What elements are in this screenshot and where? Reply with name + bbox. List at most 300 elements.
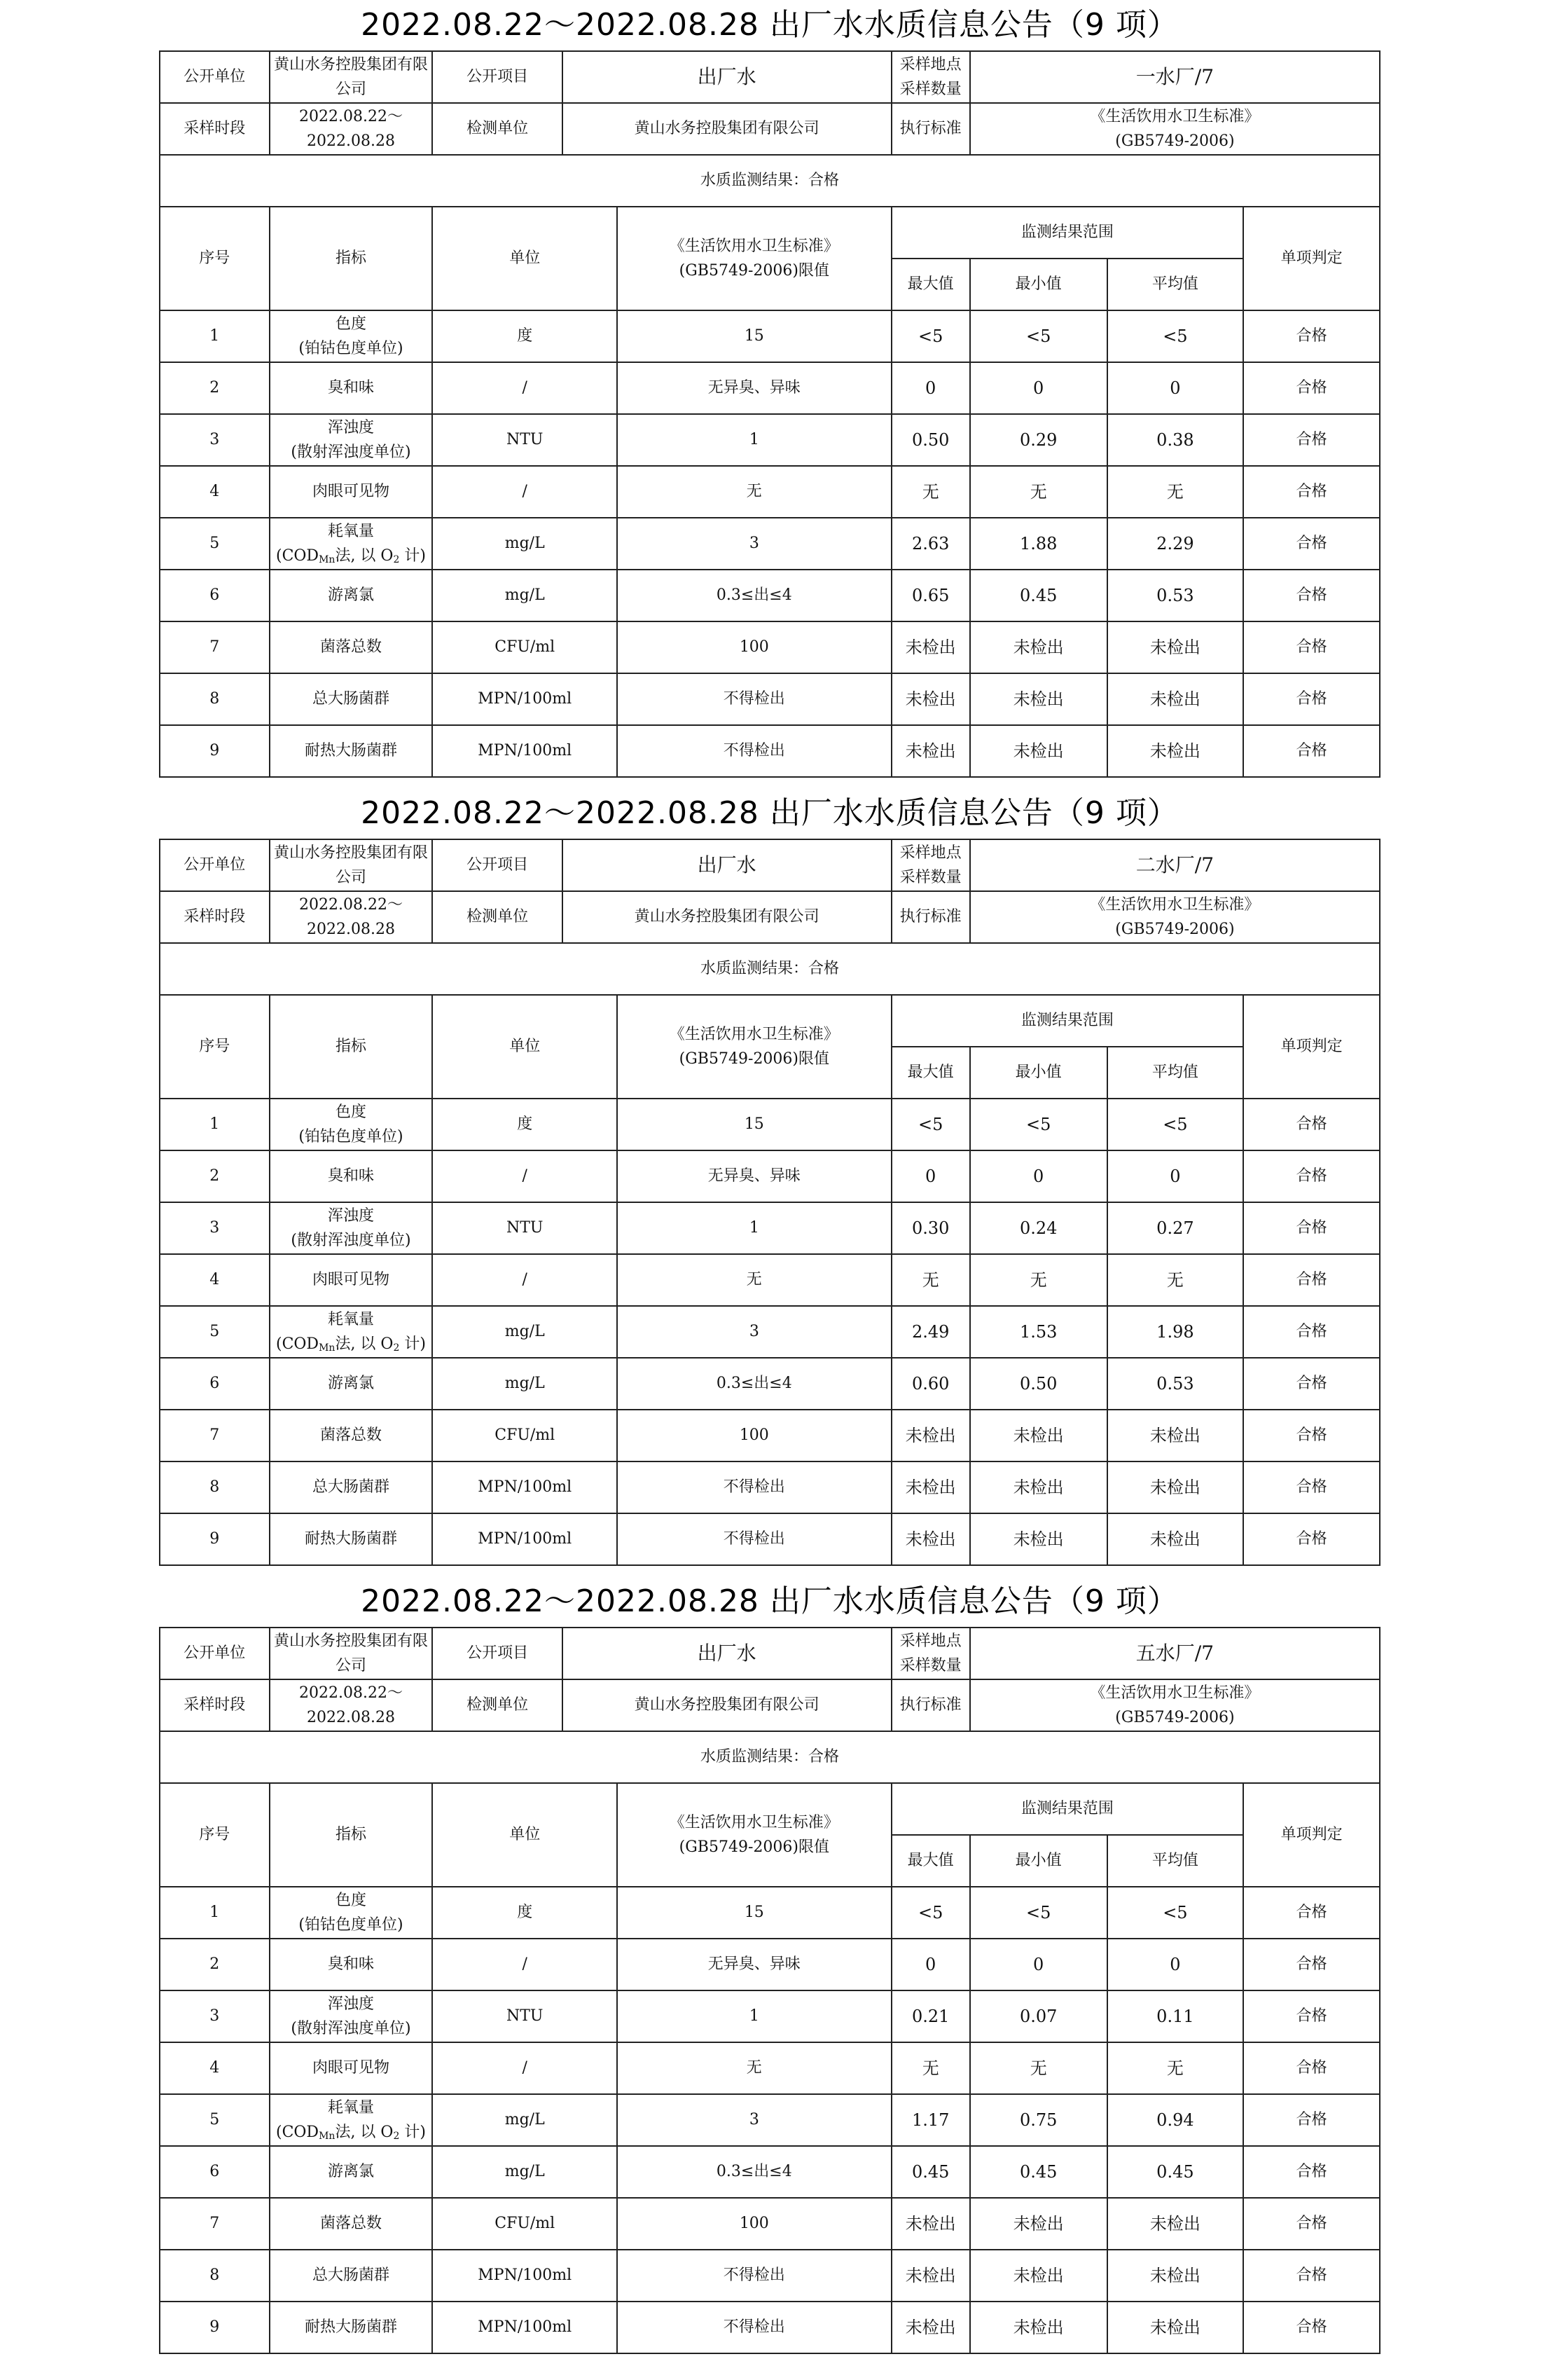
row-limit: 不得检出 <box>617 673 891 725</box>
row-limit: 无 <box>617 1254 891 1306</box>
row-seq: 4 <box>160 1254 270 1306</box>
row-unit: mg/L <box>432 1306 617 1358</box>
row-judge: 合格 <box>1243 1939 1380 1990</box>
row-limit: 15 <box>617 1099 891 1150</box>
table-row <box>160 1254 1380 1306</box>
row-judge: 合格 <box>1243 1150 1380 1202</box>
period-label: 采样时段 <box>160 891 270 943</box>
row-avg: 0.45 <box>1107 2146 1244 2198</box>
header-row-1 <box>160 207 1380 259</box>
row-min: 0 <box>970 1939 1107 1990</box>
table-row <box>160 466 1380 518</box>
row-seq: 3 <box>160 1202 270 1254</box>
row-avg: 0.11 <box>1107 1990 1244 2042</box>
row-min: <5 <box>970 1099 1107 1150</box>
site-value: 五水厂/7 <box>970 1628 1380 1679</box>
row-judge: 合格 <box>1243 2146 1380 2198</box>
table-row <box>160 1306 1380 1358</box>
row-judge: 合格 <box>1243 570 1380 621</box>
header-min: 最小值 <box>970 1835 1107 1887</box>
row-indicator: 浑浊度 (散射浑浊度单位) <box>270 1990 433 2042</box>
header-range: 监测结果范围 <box>892 207 1244 259</box>
row-limit: 无异臭、异味 <box>617 1939 891 1990</box>
row-min: 未检出 <box>970 725 1107 777</box>
row-avg: 未检出 <box>1107 673 1244 725</box>
table-row <box>160 2198 1380 2250</box>
row-indicator: 肉眼可见物 <box>270 1254 433 1306</box>
row-unit: MPN/100ml <box>432 2302 617 2353</box>
site-value: 一水厂/7 <box>970 51 1380 103</box>
row-seq: 1 <box>160 1099 270 1150</box>
row-limit: 不得检出 <box>617 1513 891 1565</box>
row-indicator: 耗氧量 ($COD_{Mn}$法, 以 $O_2$ 计) <box>270 2094 433 2146</box>
row-judge: 合格 <box>1243 1254 1380 1306</box>
row-max: 2.63 <box>892 518 970 570</box>
row-max: 2.49 <box>892 1306 970 1358</box>
table-row <box>160 1939 1380 1990</box>
row-min: 0.24 <box>970 1202 1107 1254</box>
row-unit: / <box>432 1150 617 1202</box>
row-seq: 3 <box>160 414 270 466</box>
row-judge: 合格 <box>1243 2250 1380 2302</box>
header-seq: 序号 <box>160 1783 270 1887</box>
public-unit-label: 公开单位 <box>160 1628 270 1679</box>
row-seq: 9 <box>160 725 270 777</box>
water-quality-table <box>159 50 1381 778</box>
table-row <box>160 1461 1380 1513</box>
detect-unit-label: 检测单位 <box>432 103 562 155</box>
header-range: 监测结果范围 <box>892 995 1244 1047</box>
row-unit: MPN/100ml <box>432 673 617 725</box>
row-indicator: 游离氯 <box>270 2146 433 2198</box>
public-unit-value: 黄山水务控股集团有限公司 <box>270 1628 433 1679</box>
row-avg: <5 <box>1107 1099 1244 1150</box>
table-row <box>160 1410 1380 1461</box>
table-row <box>160 1990 1380 2042</box>
row-max: 0.21 <box>892 1990 970 2042</box>
row-max: <5 <box>892 310 970 362</box>
row-max: 未检出 <box>892 1410 970 1461</box>
row-max: 未检出 <box>892 621 970 673</box>
row-indicator: 耗氧量 ($COD_{Mn}$法, 以 $O_2$ 计) <box>270 1306 433 1358</box>
row-max: 未检出 <box>892 2198 970 2250</box>
row-min: 0.45 <box>970 2146 1107 2198</box>
header-max: 最大值 <box>892 1047 970 1099</box>
public-unit-label: 公开单位 <box>160 839 270 891</box>
row-unit: / <box>432 1939 617 1990</box>
row-indicator: 菌落总数 <box>270 2198 433 2250</box>
public-item-label: 公开项目 <box>432 839 562 891</box>
row-unit: mg/L <box>432 2146 617 2198</box>
header-judge: 单项判定 <box>1243 207 1380 310</box>
row-judge: 合格 <box>1243 466 1380 518</box>
result-summary-row <box>160 1731 1380 1783</box>
row-limit: 0.3≤出≤4 <box>617 1358 891 1410</box>
row-judge: 合格 <box>1243 1461 1380 1513</box>
row-unit: CFU/ml <box>432 1410 617 1461</box>
water-quality-table <box>159 839 1381 1566</box>
row-min: 无 <box>970 2042 1107 2094</box>
table-row <box>160 673 1380 725</box>
row-indicator: 游离氯 <box>270 1358 433 1410</box>
row-seq: 1 <box>160 310 270 362</box>
row-unit: MPN/100ml <box>432 725 617 777</box>
row-max: 未检出 <box>892 1461 970 1513</box>
row-judge: 合格 <box>1243 621 1380 673</box>
row-min: 未检出 <box>970 1461 1107 1513</box>
period-label: 采样时段 <box>160 103 270 155</box>
header-indicator: 指标 <box>270 1783 433 1887</box>
header-max: 最大值 <box>892 1835 970 1887</box>
row-max: 无 <box>892 2042 970 2094</box>
row-limit: 100 <box>617 1410 891 1461</box>
header-limit: 《生活饮用水卫生标准》 (GB5749-2006)限值 <box>617 207 891 310</box>
row-limit: 15 <box>617 310 891 362</box>
detect-unit-value: 黄山水务控股集团有限公司 <box>562 1679 892 1731</box>
row-avg: 无 <box>1107 1254 1244 1306</box>
row-judge: 合格 <box>1243 1358 1380 1410</box>
row-unit: / <box>432 362 617 414</box>
row-unit: / <box>432 1254 617 1306</box>
row-avg: 0 <box>1107 1939 1244 1990</box>
header-limit: 《生活饮用水卫生标准》 (GB5749-2006)限值 <box>617 995 891 1099</box>
row-unit: NTU <box>432 1990 617 2042</box>
row-indicator: 耐热大肠菌群 <box>270 2302 433 2353</box>
row-max: 0.65 <box>892 570 970 621</box>
row-judge: 合格 <box>1243 1306 1380 1358</box>
row-max: 1.17 <box>892 2094 970 2146</box>
row-min: 未检出 <box>970 2250 1107 2302</box>
public-unit-label: 公开单位 <box>160 51 270 103</box>
row-seq: 8 <box>160 1461 270 1513</box>
row-min: 无 <box>970 1254 1107 1306</box>
report-title: 2022.08.22～2022.08.28 出厂水水质信息公告（9 项） <box>361 795 1179 831</box>
row-judge: 合格 <box>1243 362 1380 414</box>
row-avg: 0.94 <box>1107 2094 1244 2146</box>
row-judge: 合格 <box>1243 2094 1380 2146</box>
row-limit: 15 <box>617 1887 891 1939</box>
site-value: 二水厂/7 <box>970 839 1380 891</box>
report-1 <box>159 788 1381 1566</box>
row-limit: 不得检出 <box>617 2302 891 2353</box>
row-min: 未检出 <box>970 2302 1107 2353</box>
info-row-1 <box>160 1628 1380 1679</box>
row-unit: 度 <box>432 1099 617 1150</box>
row-unit: NTU <box>432 1202 617 1254</box>
table-row <box>160 570 1380 621</box>
public-unit-value: 黄山水务控股集团有限公司 <box>270 839 433 891</box>
standard-label: 执行标准 <box>892 891 970 943</box>
header-judge: 单项判定 <box>1243 1783 1380 1887</box>
row-avg: 未检出 <box>1107 621 1244 673</box>
row-limit: 3 <box>617 2094 891 2146</box>
header-avg: 平均值 <box>1107 1835 1244 1887</box>
row-indicator: 臭和味 <box>270 1150 433 1202</box>
row-seq: 2 <box>160 1939 270 1990</box>
period-value: 2022.08.22～2022.08.28 <box>270 891 433 943</box>
period-value: 2022.08.22～2022.08.28 <box>270 103 433 155</box>
standard-label: 执行标准 <box>892 1679 970 1731</box>
row-seq: 9 <box>160 2302 270 2353</box>
table-row <box>160 725 1380 777</box>
row-avg: 未检出 <box>1107 2302 1244 2353</box>
row-limit: 100 <box>617 621 891 673</box>
row-limit: 100 <box>617 2198 891 2250</box>
result-summary: 水质监测结果：合格 <box>160 943 1380 995</box>
row-seq: 7 <box>160 2198 270 2250</box>
header-indicator: 指标 <box>270 995 433 1099</box>
table-row <box>160 2042 1380 2094</box>
row-indicator: 浑浊度 (散射浑浊度单位) <box>270 414 433 466</box>
row-min: <5 <box>970 1887 1107 1939</box>
row-avg: 1.98 <box>1107 1306 1244 1358</box>
result-summary-row <box>160 943 1380 995</box>
row-limit: 不得检出 <box>617 725 891 777</box>
row-min: 未检出 <box>970 1410 1107 1461</box>
row-judge: 合格 <box>1243 2042 1380 2094</box>
row-seq: 3 <box>160 1990 270 2042</box>
standard-value: 《生活饮用水卫生标准》 (GB5749-2006) <box>970 103 1380 155</box>
row-seq: 7 <box>160 1410 270 1461</box>
header-judge: 单项判定 <box>1243 995 1380 1099</box>
row-limit: 0.3≤出≤4 <box>617 2146 891 2198</box>
info-row-1 <box>160 839 1380 891</box>
header-row-1 <box>160 995 1380 1047</box>
row-seq: 6 <box>160 2146 270 2198</box>
row-min: 0.07 <box>970 1990 1107 2042</box>
table-row <box>160 414 1380 466</box>
row-avg: 未检出 <box>1107 2250 1244 2302</box>
site-label: 采样地点 采样数量 <box>892 839 970 891</box>
info-row-1 <box>160 51 1380 103</box>
info-row-2 <box>160 891 1380 943</box>
row-judge: 合格 <box>1243 1202 1380 1254</box>
row-seq: 5 <box>160 1306 270 1358</box>
site-label: 采样地点 采样数量 <box>892 1628 970 1679</box>
header-min: 最小值 <box>970 259 1107 310</box>
table-row <box>160 621 1380 673</box>
table-row <box>160 1358 1380 1410</box>
table-row <box>160 1202 1380 1254</box>
row-max: <5 <box>892 1099 970 1150</box>
row-limit: 3 <box>617 1306 891 1358</box>
row-max: 未检出 <box>892 2302 970 2353</box>
row-min: 未检出 <box>970 2198 1107 2250</box>
row-unit: 度 <box>432 310 617 362</box>
row-min: 未检出 <box>970 673 1107 725</box>
row-unit: NTU <box>432 414 617 466</box>
header-indicator: 指标 <box>270 207 433 310</box>
header-avg: 平均值 <box>1107 1047 1244 1099</box>
row-avg: 0.27 <box>1107 1202 1244 1254</box>
table-row <box>160 2302 1380 2353</box>
row-avg: 0 <box>1107 1150 1244 1202</box>
row-limit: 不得检出 <box>617 1461 891 1513</box>
row-limit: 无 <box>617 2042 891 2094</box>
row-avg: 未检出 <box>1107 725 1244 777</box>
table-row <box>160 1887 1380 1939</box>
water-quality-table <box>159 1627 1381 2354</box>
report-title: 2022.08.22～2022.08.28 出厂水水质信息公告（9 项） <box>361 7 1179 43</box>
row-max: 0.45 <box>892 2146 970 2198</box>
row-unit: 度 <box>432 1887 617 1939</box>
header-unit: 单位 <box>432 207 617 310</box>
row-max: 0 <box>892 362 970 414</box>
row-seq: 8 <box>160 673 270 725</box>
row-indicator: 总大肠菌群 <box>270 2250 433 2302</box>
header-row-1 <box>160 1783 1380 1835</box>
row-judge: 合格 <box>1243 1513 1380 1565</box>
standard-value: 《生活饮用水卫生标准》 (GB5749-2006) <box>970 891 1380 943</box>
row-min: 0.29 <box>970 414 1107 466</box>
public-item-value: 出厂水 <box>562 1628 892 1679</box>
row-seq: 2 <box>160 362 270 414</box>
row-min: 0.75 <box>970 2094 1107 2146</box>
row-limit: 1 <box>617 1202 891 1254</box>
table-row <box>160 1513 1380 1565</box>
row-seq: 5 <box>160 518 270 570</box>
row-max: 无 <box>892 466 970 518</box>
row-min: <5 <box>970 310 1107 362</box>
row-indicator: 浑浊度 (散射浑浊度单位) <box>270 1202 433 1254</box>
row-judge: 合格 <box>1243 310 1380 362</box>
row-unit: CFU/ml <box>432 2198 617 2250</box>
table-row <box>160 310 1380 362</box>
table-row <box>160 2146 1380 2198</box>
row-unit: / <box>432 2042 617 2094</box>
header-range: 监测结果范围 <box>892 1783 1244 1835</box>
report-2 <box>159 1576 1381 2354</box>
row-unit: mg/L <box>432 2094 617 2146</box>
row-judge: 合格 <box>1243 414 1380 466</box>
row-max: 0.30 <box>892 1202 970 1254</box>
row-limit: 不得检出 <box>617 2250 891 2302</box>
row-unit: MPN/100ml <box>432 1461 617 1513</box>
row-avg: 未检出 <box>1107 1410 1244 1461</box>
public-item-label: 公开项目 <box>432 51 562 103</box>
row-avg: 未检出 <box>1107 2198 1244 2250</box>
result-summary: 水质监测结果：合格 <box>160 155 1380 207</box>
row-unit: MPN/100ml <box>432 1513 617 1565</box>
row-limit: 0.3≤出≤4 <box>617 570 891 621</box>
result-summary-row <box>160 155 1380 207</box>
row-judge: 合格 <box>1243 2302 1380 2353</box>
row-limit: 无异臭、异味 <box>617 362 891 414</box>
row-indicator: 菌落总数 <box>270 621 433 673</box>
row-avg: 无 <box>1107 2042 1244 2094</box>
row-min: 未检出 <box>970 621 1107 673</box>
row-indicator: 肉眼可见物 <box>270 2042 433 2094</box>
header-unit: 单位 <box>432 995 617 1099</box>
row-seq: 4 <box>160 2042 270 2094</box>
detect-unit-value: 黄山水务控股集团有限公司 <box>562 103 892 155</box>
row-avg: 2.29 <box>1107 518 1244 570</box>
row-max: 0 <box>892 1150 970 1202</box>
row-unit: CFU/ml <box>432 621 617 673</box>
row-unit: MPN/100ml <box>432 2250 617 2302</box>
row-unit: mg/L <box>432 518 617 570</box>
row-avg: <5 <box>1107 1887 1244 1939</box>
row-seq: 6 <box>160 1358 270 1410</box>
table-row <box>160 2250 1380 2302</box>
row-avg: <5 <box>1107 310 1244 362</box>
header-seq: 序号 <box>160 995 270 1099</box>
row-indicator: 耗氧量 ($COD_{Mn}$法, 以 $O_2$ 计) <box>270 518 433 570</box>
row-judge: 合格 <box>1243 1887 1380 1939</box>
row-max: 未检出 <box>892 725 970 777</box>
detect-unit-value: 黄山水务控股集团有限公司 <box>562 891 892 943</box>
standard-label: 执行标准 <box>892 103 970 155</box>
row-indicator: 色度 (铂钴色度单位) <box>270 1887 433 1939</box>
row-judge: 合格 <box>1243 1410 1380 1461</box>
row-indicator: 色度 (铂钴色度单位) <box>270 1099 433 1150</box>
row-seq: 9 <box>160 1513 270 1565</box>
row-unit: mg/L <box>432 1358 617 1410</box>
row-indicator: 总大肠菌群 <box>270 1461 433 1513</box>
row-max: 未检出 <box>892 1513 970 1565</box>
row-avg: 0.53 <box>1107 570 1244 621</box>
row-max: 0.50 <box>892 414 970 466</box>
public-item-label: 公开项目 <box>432 1628 562 1679</box>
row-judge: 合格 <box>1243 725 1380 777</box>
row-judge: 合格 <box>1243 1990 1380 2042</box>
row-max: 0 <box>892 1939 970 1990</box>
table-row <box>160 2094 1380 2146</box>
public-item-value: 出厂水 <box>562 839 892 891</box>
header-max: 最大值 <box>892 259 970 310</box>
row-seq: 5 <box>160 2094 270 2146</box>
row-judge: 合格 <box>1243 1099 1380 1150</box>
row-seq: 1 <box>160 1887 270 1939</box>
row-indicator: 臭和味 <box>270 1939 433 1990</box>
row-indicator: 总大肠菌群 <box>270 673 433 725</box>
row-avg: 未检出 <box>1107 1513 1244 1565</box>
info-row-2 <box>160 103 1380 155</box>
header-min: 最小值 <box>970 1047 1107 1099</box>
row-unit: mg/L <box>432 570 617 621</box>
row-indicator: 菌落总数 <box>270 1410 433 1461</box>
row-min: 0.50 <box>970 1358 1107 1410</box>
report-title: 2022.08.22～2022.08.28 出厂水水质信息公告（9 项） <box>361 1583 1179 1619</box>
row-limit: 1 <box>617 414 891 466</box>
row-min: 1.88 <box>970 518 1107 570</box>
public-item-value: 出厂水 <box>562 51 892 103</box>
row-min: 未检出 <box>970 1513 1107 1565</box>
row-indicator: 色度 (铂钴色度单位) <box>270 310 433 362</box>
period-label: 采样时段 <box>160 1679 270 1731</box>
row-indicator: 耐热大肠菌群 <box>270 1513 433 1565</box>
row-limit: 无异臭、异味 <box>617 1150 891 1202</box>
header-avg: 平均值 <box>1107 259 1244 310</box>
detect-unit-label: 检测单位 <box>432 1679 562 1731</box>
row-limit: 1 <box>617 1990 891 2042</box>
period-value: 2022.08.22～2022.08.28 <box>270 1679 433 1731</box>
row-max: 无 <box>892 1254 970 1306</box>
standard-value: 《生活饮用水卫生标准》 (GB5749-2006) <box>970 1679 1380 1731</box>
table-row <box>160 1150 1380 1202</box>
row-seq: 4 <box>160 466 270 518</box>
row-limit: 无 <box>617 466 891 518</box>
row-seq: 7 <box>160 621 270 673</box>
row-min: 0 <box>970 1150 1107 1202</box>
row-max: 未检出 <box>892 673 970 725</box>
row-min: 无 <box>970 466 1107 518</box>
row-indicator: 臭和味 <box>270 362 433 414</box>
row-judge: 合格 <box>1243 673 1380 725</box>
row-avg: 0.38 <box>1107 414 1244 466</box>
row-min: 0 <box>970 362 1107 414</box>
row-indicator: 游离氯 <box>270 570 433 621</box>
